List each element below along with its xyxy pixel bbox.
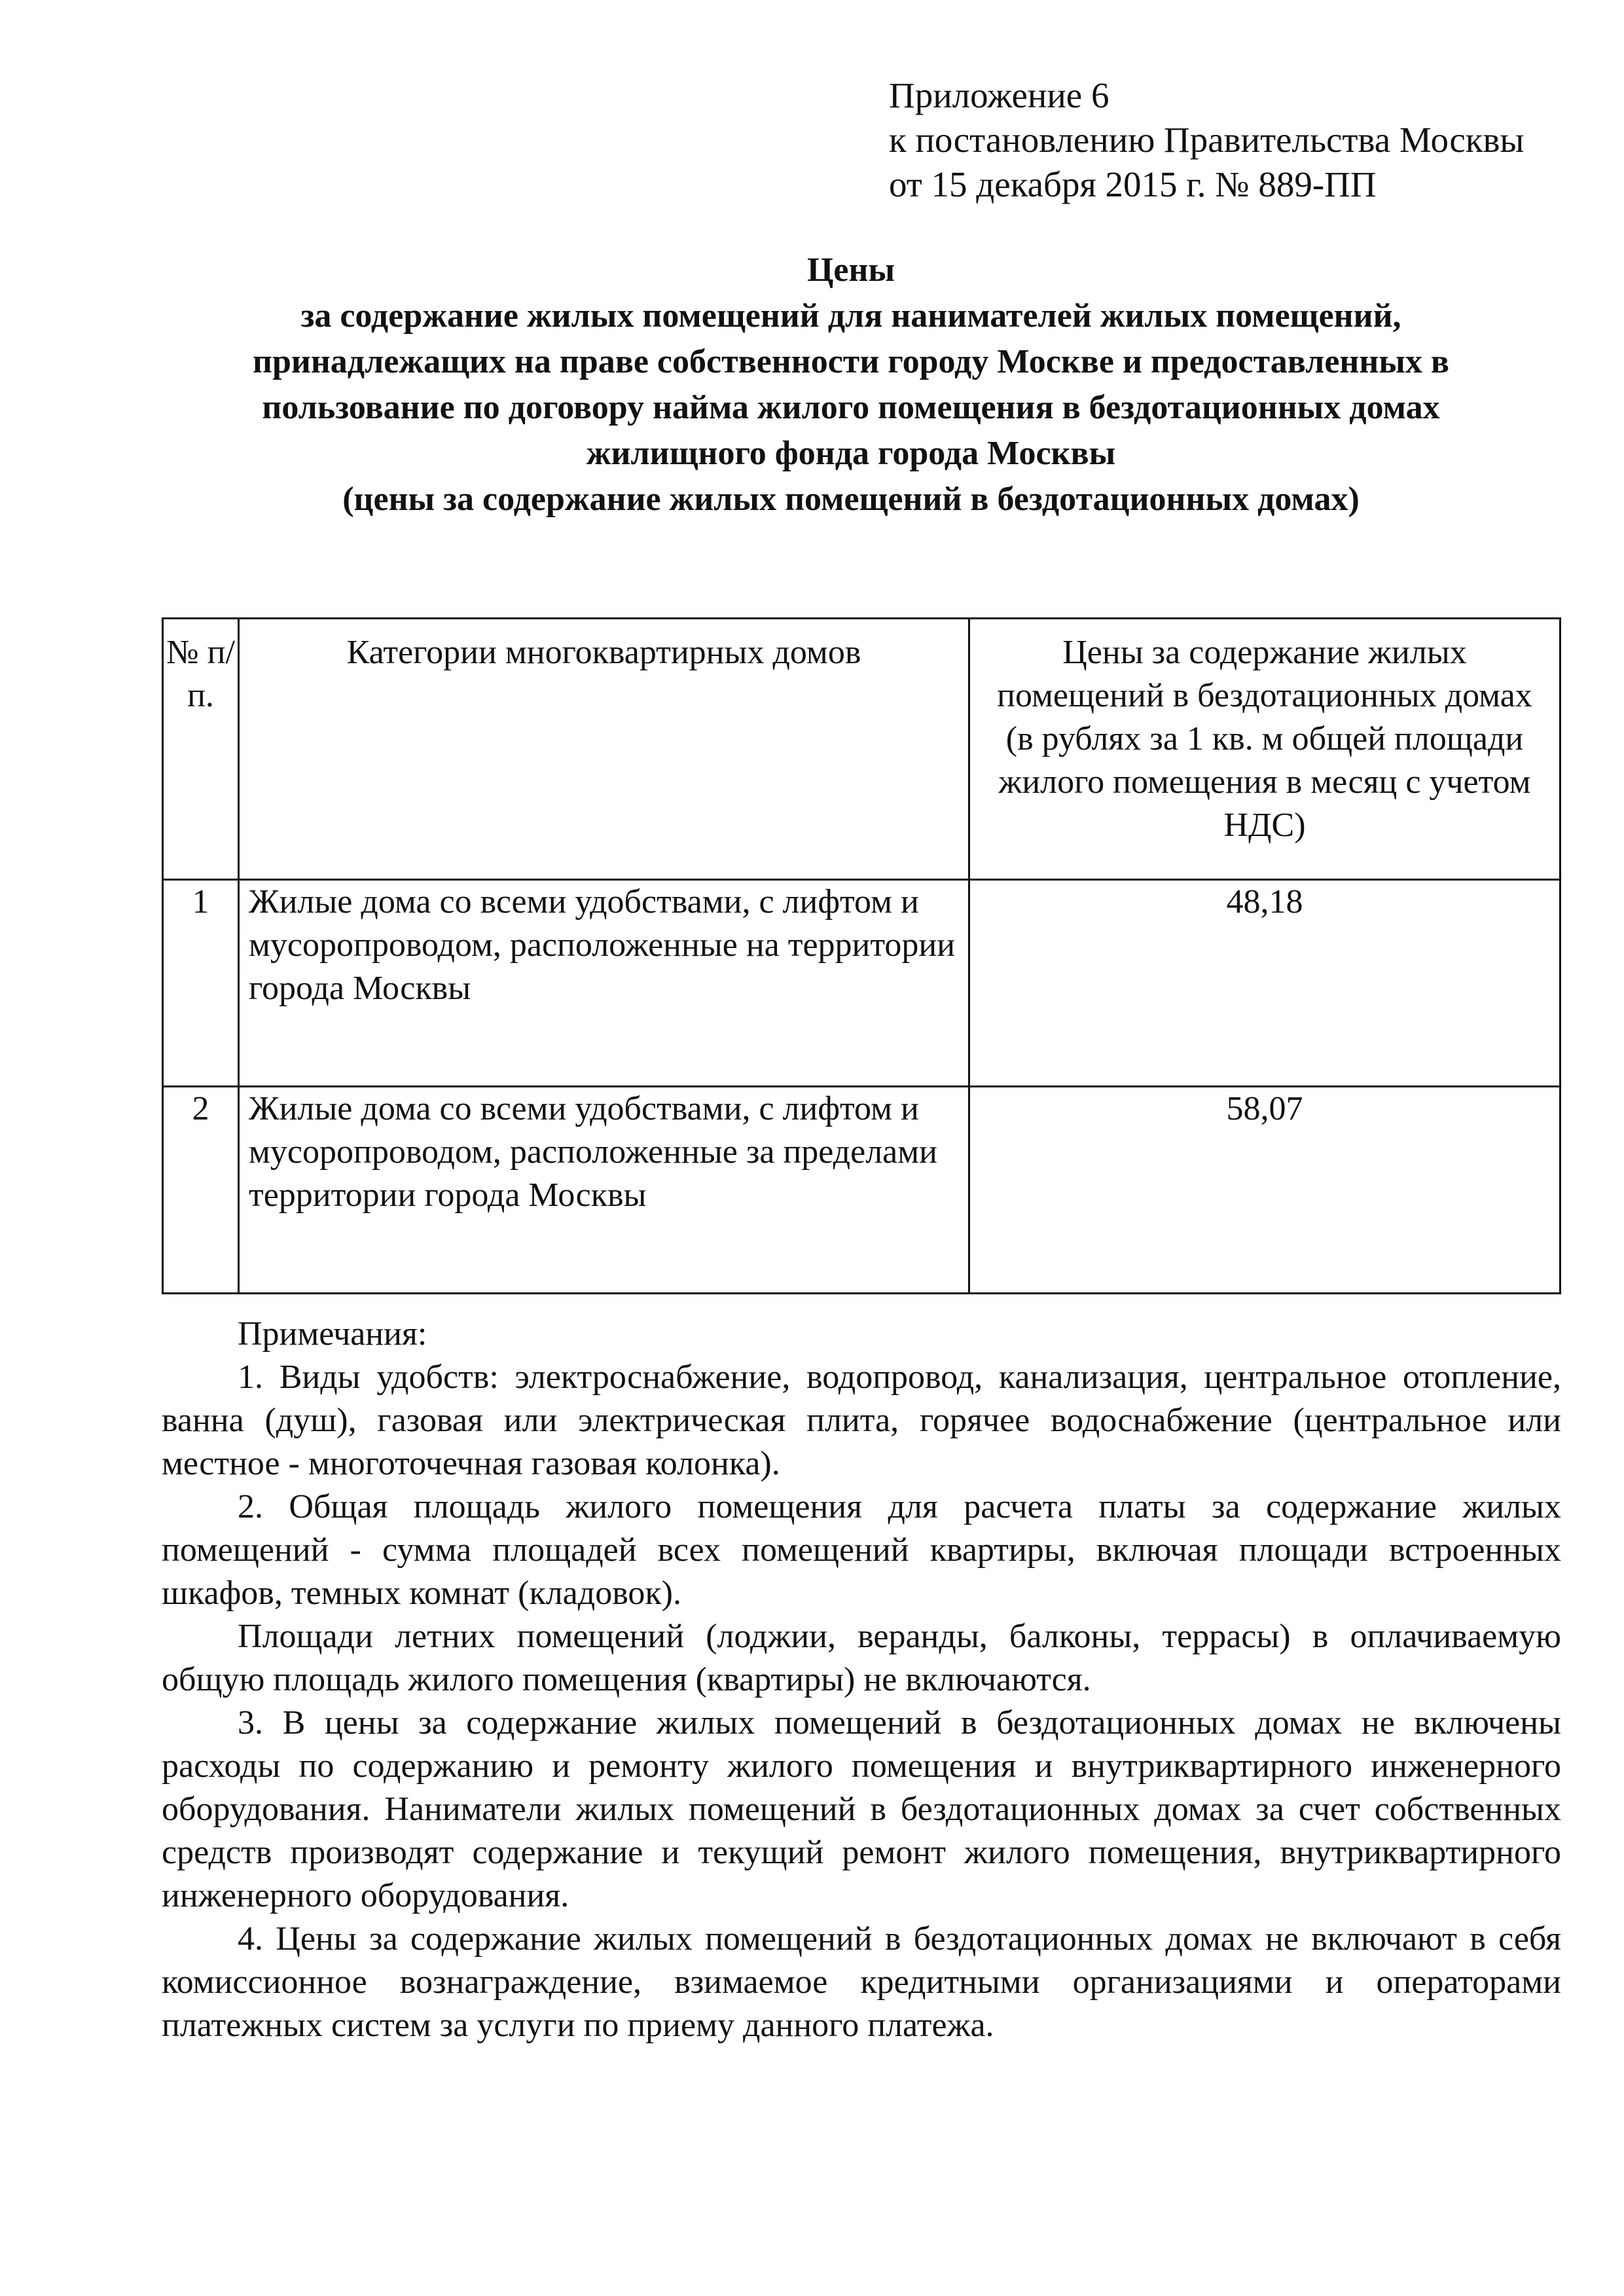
note-item: 4. Цены за содержание жилых помещений в бездотационных домах не включают в себя комиссионное вознаграждение, взимаемое кредитными организациями и операторами платежных систем за услуги по приему данного платежа. — [162, 1920, 1561, 2044]
heading-line: за содержание жилых помещений для нанимателей жилых помещений, — [300, 297, 1401, 335]
row-number: 1 — [163, 880, 239, 1087]
row-price: 58,07 — [969, 1087, 1561, 1294]
document-heading — [157, 247, 1545, 522]
heading-line: жилищного фонда города Москвы — [586, 435, 1116, 472]
notes-title: Примечания: — [238, 1315, 427, 1353]
table-row — [163, 880, 1561, 1087]
heading-line: принадлежащих на праве собственности городу Москве и предоставленных в — [253, 343, 1449, 380]
note-item: 3. В цены за содержание жилых помещений в бездотационных домах не включены расходы по содержанию и ремонту жилого помещения и внутриквартирного инженерного оборудования. Наниматели жилых помещений в бездотационных домах за счет собственных средств производят содержание и текущий ремонт жилого помещения, внутриквартирного инженерного оборудования. — [162, 1704, 1561, 1914]
table-header-row — [163, 619, 1561, 880]
header-price: Цены за содержание жилых помещений в бездотационных домах (в рублях за 1 кв. м общей площади жилого помещения в месяц с учетом НДС) — [969, 619, 1561, 880]
row-number: 2 — [163, 1087, 239, 1294]
appendix-reference — [889, 73, 1524, 207]
note-item: 1. Виды удобств: электроснабжение, водопровод, канализация, центральное отопление, ванна (душ), газовая или электрическая плита, горячее водоснабжение (центральное или местное - многоточечная газовая колонка). — [162, 1358, 1561, 1482]
note-item: 2. Общая площадь жилого помещения для расчета платы за содержание жилых помещений - сумма площадей всех помещений квартиры, включая площади встроенных шкафов, темных комнат (кладовок). — [162, 1488, 1561, 1612]
appendix-number: Приложение 6 — [889, 75, 1110, 115]
header-number: № п/п. — [163, 619, 239, 880]
document-title: Цены — [806, 251, 895, 289]
appendix-date-number: от 15 декабря 2015 г. № 889-ПП — [889, 164, 1377, 204]
note-item: Площади летних помещений (лоджии, веранды, балконы, террасы) в оплачиваемую общую площадь жилого помещения (квартиры) не включаются. — [162, 1618, 1561, 1698]
row-category: Жилые дома со всеми удобствами, с лифтом и мусоропроводом, расположенные на территории города Москвы — [239, 880, 969, 1087]
price-table — [162, 617, 1561, 1294]
table-row — [163, 1087, 1561, 1294]
row-price: 48,18 — [969, 880, 1561, 1087]
heading-line: пользование по договору найма жилого помещения в бездотационных домах — [262, 389, 1440, 426]
appendix-resolution: к постановлению Правительства Москвы — [889, 120, 1525, 160]
notes-section — [162, 1313, 1561, 2047]
header-category: Категории многоквартирных домов — [239, 619, 969, 880]
row-category: Жилые дома со всеми удобствами, с лифтом и мусоропроводом, расположенные за пределами территории города Москвы — [239, 1087, 969, 1294]
heading-subtitle: (цены за содержание жилых помещений в бездотационных домах) — [342, 481, 1360, 518]
